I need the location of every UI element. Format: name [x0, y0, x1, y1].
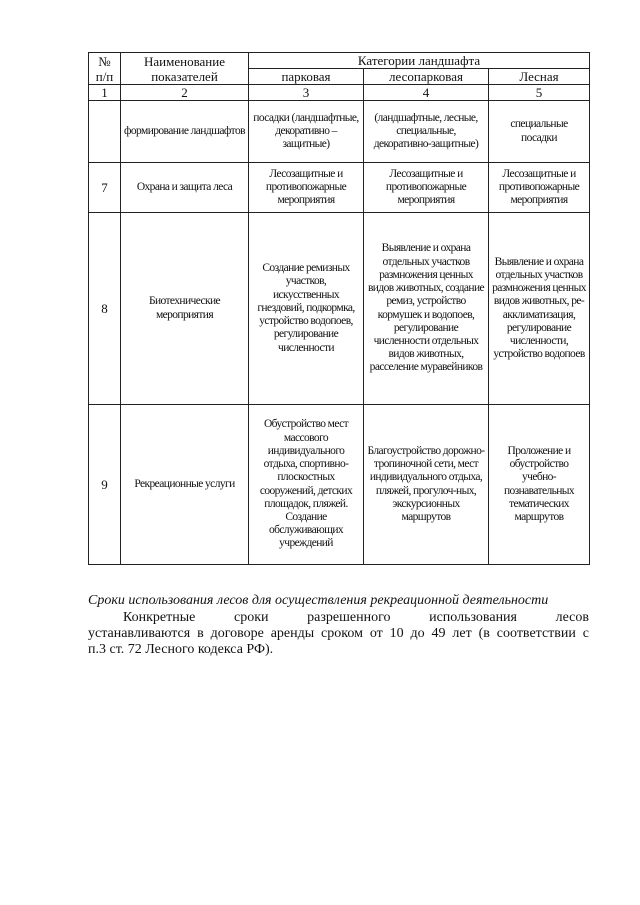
- table-row: [89, 163, 590, 213]
- table-row: [89, 213, 590, 405]
- header-indicator-name: Наименование показателей: [121, 53, 249, 85]
- row-indicator-name: формирование ландшафтов: [121, 101, 249, 163]
- row-park-value: Создание ремизных участков, искусственных гнездовий, подкормка, устройство водопоев, регулирование численности: [249, 213, 364, 405]
- row-indicator-name: Биотехнические мероприятия: [121, 213, 249, 405]
- row-forest-value: Выявление и охрана отдельных участков размножения ценных видов животных, ре-акклиматизация, регулирование численности, устройство водопоев: [489, 213, 590, 405]
- column-number-cell: 3: [249, 85, 364, 101]
- row-number: 7: [89, 163, 121, 213]
- row-number: [89, 101, 121, 163]
- paragraph-line: устанавливаются в договоре аренды сроком от 10 до 49 лет (в соответствии с: [88, 626, 589, 641]
- row-forest-value: Лесозащитные и противопожарные мероприятия: [489, 163, 590, 213]
- row-forest-park-value: Благоустройство дорожно-тропиночной сети, мест индивидуального отдыха, пляжей, прогулоч-ных, экскурсионных маршрутов: [364, 405, 489, 565]
- column-number-cell: 2: [121, 85, 249, 101]
- header-forest: Лесная: [489, 69, 590, 85]
- row-number: 9: [89, 405, 121, 565]
- section-title: Сроки использования лесов для осуществления рекреационной деятельности: [88, 593, 549, 608]
- paragraph-line: Конкретные сроки разрешенного использования лесов: [123, 610, 589, 625]
- row-number: 8: [89, 213, 121, 405]
- column-number-cell: 5: [489, 85, 590, 101]
- row-park-value: Лесозащитные и противопожарные мероприятия: [249, 163, 364, 213]
- row-park-value: Обустройство мест массового индивидуального отдыха, спортивно-плоскостных сооружений, детских площадок, пляжей. Создание обслуживающих учреждений: [249, 405, 364, 565]
- header-number: № п/п: [89, 53, 121, 85]
- row-indicator-name: Рекреационные услуги: [121, 405, 249, 565]
- row-park-value: посадки (ландшафтные, декоративно – защитные): [249, 101, 364, 163]
- header-forest-park: лесопарковая: [364, 69, 489, 85]
- row-forest-park-value: Выявление и охрана отдельных участков размножения ценных видов животных, создание ремиз, устройство кормушек и водопоев, регулирование численности отдельных видов животных, расселение муравейников: [364, 213, 489, 405]
- header-park: парковая: [249, 69, 364, 85]
- table-row: [89, 405, 590, 565]
- paragraph-line: п.3 ст. 72 Лесного кодекса РФ).: [88, 642, 274, 657]
- body-paragraph: [88, 610, 589, 658]
- row-forest-value: Проложение и обустройство учебно-познавательных тематических маршрутов: [489, 405, 590, 565]
- column-number-cell: 1: [89, 85, 121, 101]
- row-forest-park-value: (ландшафтные, лесные, специальные, декоративно-защитные): [364, 101, 489, 163]
- table-row: [89, 101, 590, 163]
- row-forest-value: специальные посадки: [489, 101, 590, 163]
- header-landscape-categories: Категории ландшафта: [249, 53, 590, 69]
- document-page: [88, 52, 589, 657]
- column-number-cell: 4: [364, 85, 489, 101]
- row-indicator-name: Охрана и защита леса: [121, 163, 249, 213]
- landscape-categories-table: [88, 52, 590, 565]
- row-forest-park-value: Лесозащитные и противопожарные мероприятия: [364, 163, 489, 213]
